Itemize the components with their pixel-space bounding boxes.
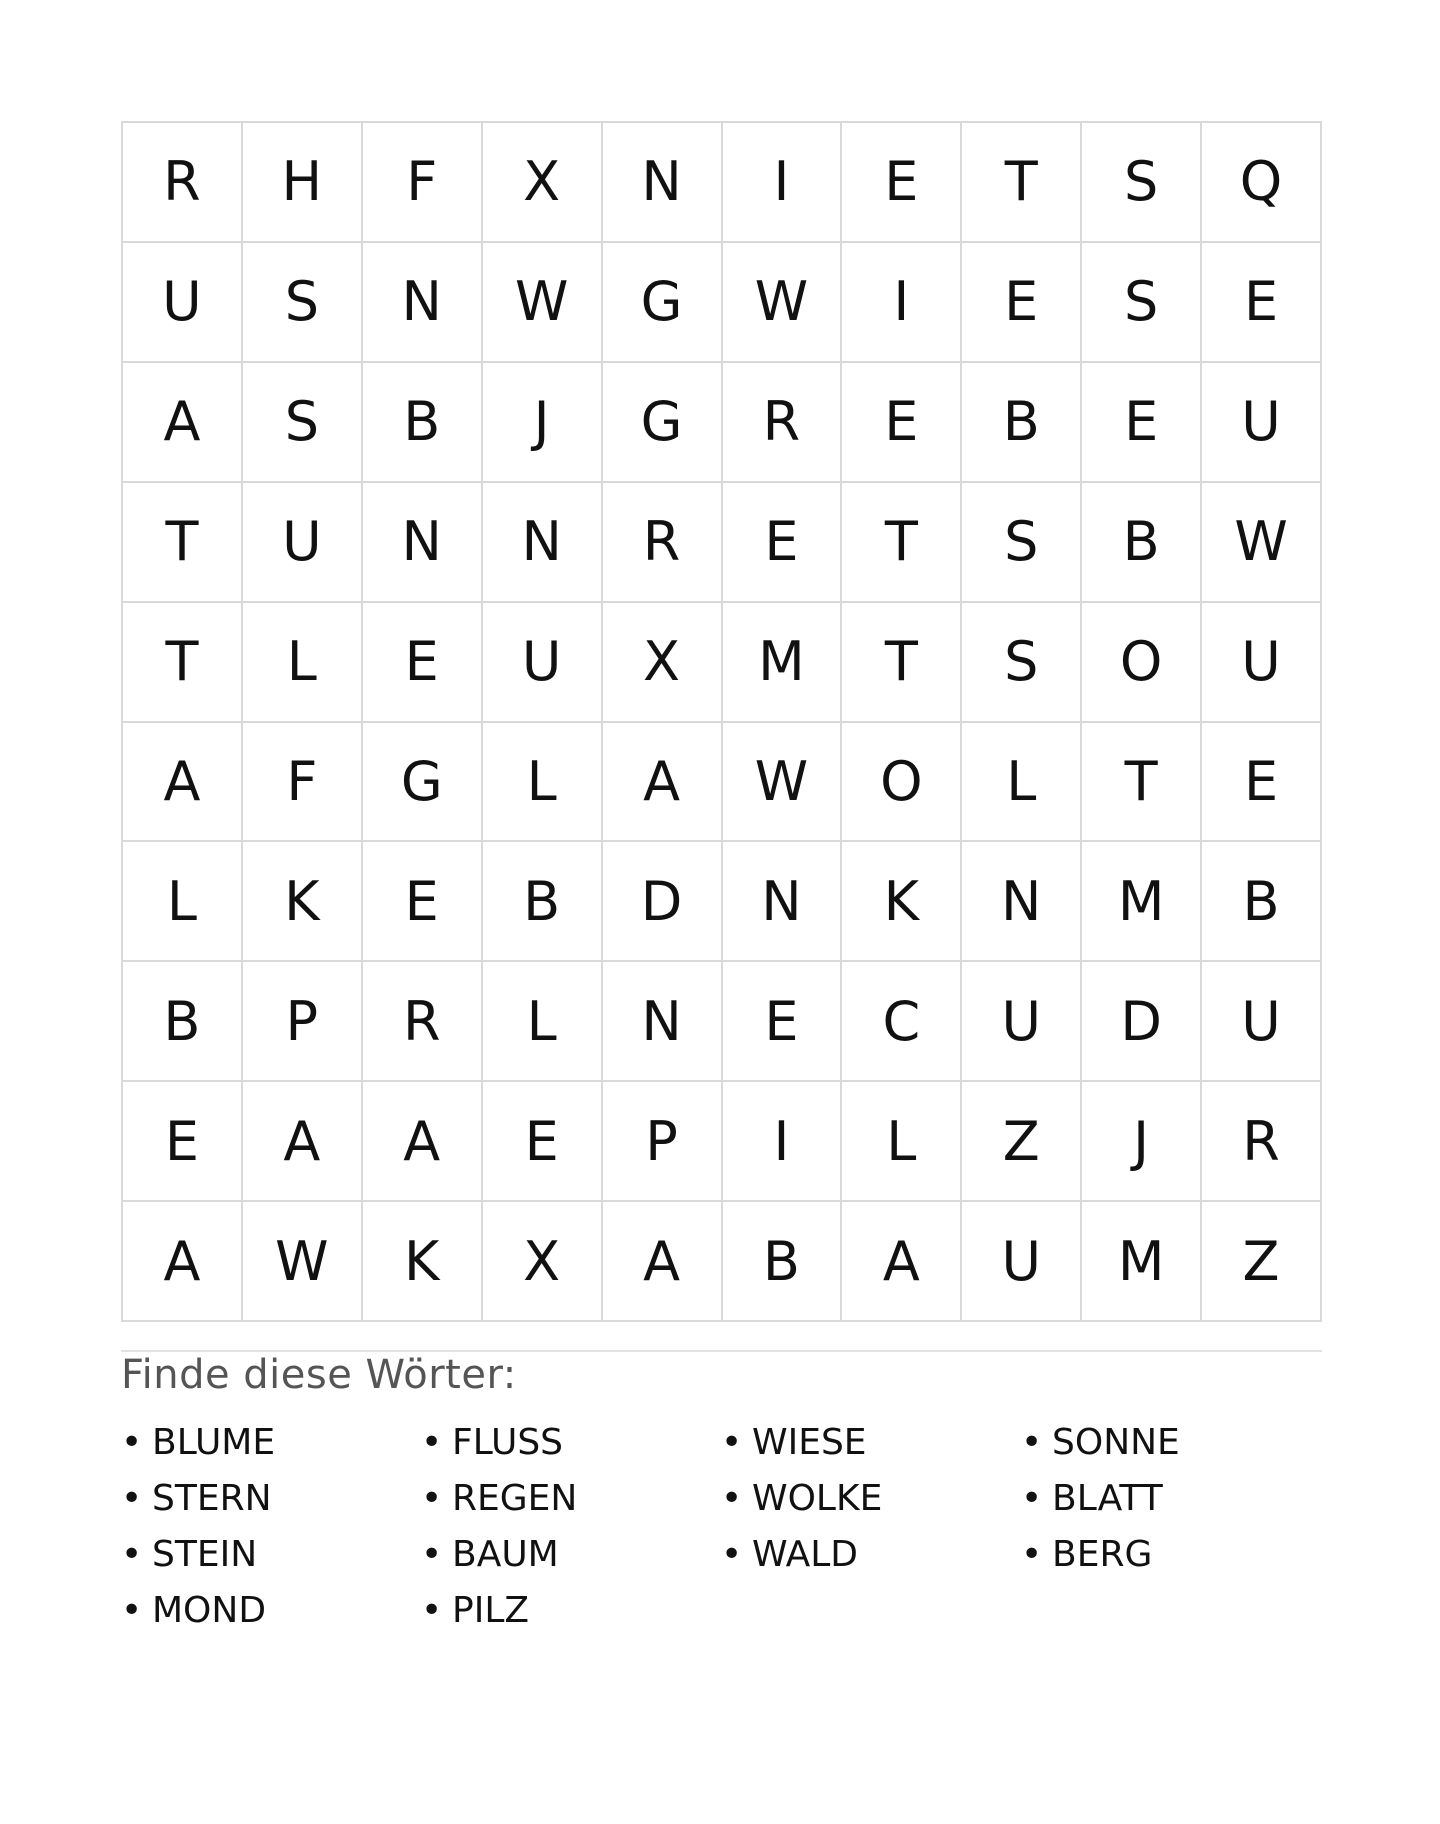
word-label: STEIN: [152, 1533, 258, 1575]
grid-cell[interactable]: P: [603, 1082, 723, 1202]
grid-cell[interactable]: E: [483, 1082, 603, 1202]
grid-cell[interactable]: U: [1202, 363, 1322, 483]
grid-cell[interactable]: N: [603, 123, 723, 243]
bullet-icon: •: [1021, 1533, 1043, 1575]
grid-cell[interactable]: E: [1202, 723, 1322, 843]
grid-cell[interactable]: R: [1202, 1082, 1322, 1202]
grid-cell[interactable]: Z: [962, 1082, 1082, 1202]
word-list-item: [121, 1414, 421, 1470]
grid-cell[interactable]: A: [123, 1202, 243, 1322]
grid-cell[interactable]: B: [123, 962, 243, 1082]
grid-cell[interactable]: Z: [1202, 1202, 1322, 1322]
word-list-title: Finde diese Wörter:: [121, 1352, 517, 1398]
grid-cell[interactable]: R: [603, 483, 723, 603]
grid-cell[interactable]: Q: [1202, 123, 1322, 243]
grid-cell[interactable]: E: [723, 483, 843, 603]
grid-cell[interactable]: S: [1082, 243, 1202, 363]
bullet-icon: •: [121, 1533, 143, 1575]
grid-cell[interactable]: F: [363, 123, 483, 243]
grid-cell[interactable]: B: [363, 363, 483, 483]
bullet-icon: •: [721, 1533, 743, 1575]
grid-cell[interactable]: C: [842, 962, 962, 1082]
word-label: BAUM: [452, 1533, 559, 1575]
word-label: WALD: [752, 1533, 859, 1575]
word-search-grid: [121, 121, 1322, 1322]
grid-cell[interactable]: E: [962, 243, 1082, 363]
grid-cell[interactable]: N: [363, 483, 483, 603]
word-list-item: [421, 1470, 721, 1526]
grid-cell[interactable]: J: [483, 363, 603, 483]
grid-cell[interactable]: B: [483, 842, 603, 962]
grid-cell[interactable]: E: [1202, 243, 1322, 363]
grid-cell[interactable]: A: [363, 1082, 483, 1202]
grid-cell[interactable]: B: [723, 1202, 843, 1322]
bullet-icon: •: [1021, 1421, 1043, 1463]
bullet-icon: •: [721, 1421, 743, 1463]
grid-cell[interactable]: U: [1202, 603, 1322, 723]
grid-cell[interactable]: U: [243, 483, 363, 603]
word-label: BLATT: [1052, 1477, 1163, 1519]
bullet-icon: •: [1021, 1477, 1043, 1519]
grid-cell[interactable]: A: [603, 723, 723, 843]
grid-cell[interactable]: D: [603, 842, 723, 962]
grid-cell[interactable]: G: [603, 243, 723, 363]
grid-cell[interactable]: H: [243, 123, 363, 243]
grid-cell[interactable]: L: [243, 603, 363, 723]
grid-cell[interactable]: T: [1082, 723, 1202, 843]
grid-cell[interactable]: E: [363, 842, 483, 962]
grid-cell[interactable]: I: [723, 123, 843, 243]
grid-cell[interactable]: S: [1082, 123, 1202, 243]
bullet-icon: •: [421, 1533, 443, 1575]
grid-cell[interactable]: A: [842, 1202, 962, 1322]
grid-cell[interactable]: I: [723, 1082, 843, 1202]
grid-cell[interactable]: A: [123, 723, 243, 843]
bullet-icon: •: [421, 1421, 443, 1463]
grid-cell[interactable]: M: [1082, 842, 1202, 962]
grid-cell[interactable]: A: [603, 1202, 723, 1322]
word-list-item: [121, 1470, 421, 1526]
bullet-icon: •: [121, 1589, 143, 1631]
grid-cell[interactable]: G: [363, 723, 483, 843]
word-list-item: [421, 1526, 721, 1582]
grid-cell[interactable]: W: [723, 243, 843, 363]
grid-cell[interactable]: J: [1082, 1082, 1202, 1202]
word-label: STERN: [152, 1477, 272, 1519]
word-label: BLUME: [152, 1421, 276, 1463]
grid-cell[interactable]: D: [1082, 962, 1202, 1082]
grid-cell[interactable]: E: [123, 1082, 243, 1202]
word-list-item: [121, 1582, 421, 1638]
grid-cell[interactable]: O: [842, 723, 962, 843]
grid-cell[interactable]: E: [842, 123, 962, 243]
grid-cell[interactable]: U: [1202, 962, 1322, 1082]
grid-cell[interactable]: O: [1082, 603, 1202, 723]
grid-cell[interactable]: W: [1202, 483, 1322, 603]
word-list-item: [421, 1414, 721, 1470]
bullet-icon: •: [421, 1477, 443, 1519]
word-label: REGEN: [452, 1477, 578, 1519]
grid-cell[interactable]: B: [962, 363, 1082, 483]
grid-cell[interactable]: R: [123, 123, 243, 243]
grid-cell[interactable]: X: [483, 123, 603, 243]
grid-cell[interactable]: B: [1202, 842, 1322, 962]
grid-cell[interactable]: W: [483, 243, 603, 363]
grid-cell[interactable]: P: [243, 962, 363, 1082]
word-label: SONNE: [1052, 1421, 1180, 1463]
grid-cell[interactable]: K: [243, 842, 363, 962]
grid-cell[interactable]: T: [123, 483, 243, 603]
grid-cell[interactable]: N: [962, 842, 1082, 962]
grid-cell[interactable]: W: [243, 1202, 363, 1322]
grid-cell[interactable]: X: [483, 1202, 603, 1322]
grid-cell[interactable]: S: [962, 483, 1082, 603]
word-list-item: [1021, 1470, 1321, 1526]
grid-cell[interactable]: T: [123, 603, 243, 723]
grid-cell[interactable]: E: [363, 603, 483, 723]
bullet-icon: •: [121, 1421, 143, 1463]
grid-cell[interactable]: K: [842, 842, 962, 962]
grid-cell[interactable]: F: [243, 723, 363, 843]
grid-cell[interactable]: R: [363, 962, 483, 1082]
word-label: FLUSS: [452, 1421, 564, 1463]
word-label: WIESE: [752, 1421, 867, 1463]
grid-cell[interactable]: S: [243, 363, 363, 483]
grid-cell[interactable]: W: [723, 723, 843, 843]
word-label: PILZ: [452, 1589, 530, 1631]
grid-cell[interactable]: L: [483, 723, 603, 843]
grid-cell[interactable]: E: [723, 962, 843, 1082]
word-list: [121, 1414, 1322, 1638]
word-list-item: [121, 1526, 421, 1582]
word-list-item: [1021, 1526, 1321, 1582]
grid-cell[interactable]: N: [483, 483, 603, 603]
grid-cell[interactable]: L: [842, 1082, 962, 1202]
grid-cell[interactable]: U: [483, 603, 603, 723]
grid-cell[interactable]: L: [962, 723, 1082, 843]
word-list-item: [721, 1414, 1021, 1470]
grid-cell[interactable]: M: [1082, 1202, 1202, 1322]
grid-cell[interactable]: T: [842, 603, 962, 723]
grid-cell[interactable]: I: [842, 243, 962, 363]
grid-cell[interactable]: L: [483, 962, 603, 1082]
grid-cell[interactable]: U: [962, 962, 1082, 1082]
grid-cell[interactable]: U: [962, 1202, 1082, 1322]
grid-cell[interactable]: B: [1082, 483, 1202, 603]
grid-cell[interactable]: N: [723, 842, 843, 962]
bullet-icon: •: [721, 1477, 743, 1519]
grid-cell[interactable]: X: [603, 603, 723, 723]
word-label: MOND: [152, 1589, 267, 1631]
word-label: WOLKE: [752, 1477, 883, 1519]
grid-cell[interactable]: S: [243, 243, 363, 363]
grid-cell[interactable]: R: [723, 363, 843, 483]
grid-cell[interactable]: E: [1082, 363, 1202, 483]
grid-cell[interactable]: A: [123, 363, 243, 483]
word-list-item: [721, 1470, 1021, 1526]
word-label: BERG: [1052, 1533, 1153, 1575]
grid-cell[interactable]: E: [842, 363, 962, 483]
grid-cell[interactable]: T: [842, 483, 962, 603]
bullet-icon: •: [121, 1477, 143, 1519]
grid-cell[interactable]: L: [123, 842, 243, 962]
word-list-item: [721, 1526, 1021, 1582]
word-list-item: [1021, 1414, 1321, 1470]
grid-cell[interactable]: S: [962, 603, 1082, 723]
bullet-icon: •: [421, 1589, 443, 1631]
grid-cell[interactable]: M: [723, 603, 843, 723]
grid-cell[interactable]: N: [603, 962, 723, 1082]
grid-cell[interactable]: G: [603, 363, 723, 483]
grid-cell[interactable]: U: [123, 243, 243, 363]
word-list-item: [421, 1582, 721, 1638]
grid-cell[interactable]: T: [962, 123, 1082, 243]
grid-cell[interactable]: A: [243, 1082, 363, 1202]
grid-cell[interactable]: K: [363, 1202, 483, 1322]
grid-cell[interactable]: N: [363, 243, 483, 363]
